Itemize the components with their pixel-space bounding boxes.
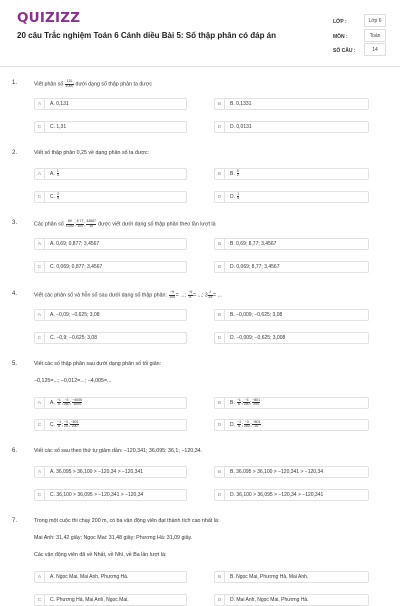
- option-d[interactable]: D D. $\frac{1}{5}$: [214, 191, 369, 203]
- class-label: LỚP :: [333, 19, 347, 25]
- option-d[interactable]: D D. 36,100 > 36,095 > −120,34 > −120,341: [214, 489, 369, 501]
- option-a[interactable]: A A. −0,09; −0,625; 3,08: [34, 309, 187, 321]
- question-text: Viết các phân số và hỗn số sau dưới dạng số thập phân: $\frac{-9}{100}$ = ...; $\frac{-5}{8}$ = ...; 3 $\frac{2}{25}$ = ...: [34, 290, 222, 299]
- option-a[interactable]: A A. 0,131: [34, 98, 187, 110]
- question-text: Viết số thập phân 0,25 về dạng phân số ta được:: [34, 150, 150, 156]
- question-number: 1.: [12, 80, 18, 86]
- option-d[interactable]: D D. $\frac{-1}{8}$ ; $\frac{-3}{250}$ ; $\frac{-801}{20}$: [214, 419, 369, 431]
- question-subtext: Các vận động viên đã về Nhất, về Nhì, về Ba lần lượt là:: [34, 552, 167, 558]
- option-c[interactable]: C C. 36,100 > 36,095 > −120,341 > −120,34: [34, 489, 187, 501]
- question-subtext: Mai Anh: 31,42 giây; Ngọc Mai: 31,48 giây; Phương Hà: 31,09 giây.: [34, 535, 193, 541]
- option-c[interactable]: C C. −0,9; −0,625; 3,08: [34, 332, 187, 344]
- question-text: Viết các số sau theo thứ tự giảm dần: −120,341; 36,095; 36,1; −120,34.: [34, 448, 203, 454]
- question-number: 4.: [12, 291, 18, 297]
- question-text: Trong một cuộc thi chạy 200 m, có ba vận động viên đạt thành tích cao nhất là:: [34, 518, 220, 524]
- question-count-label: SỐ CÂU :: [333, 48, 356, 54]
- option-c[interactable]: C C. $\frac{-1}{8}$ ; $\frac{-3}{25}$ ; $\frac{-801}{200}$: [34, 419, 187, 431]
- option-c[interactable]: C C. $\frac{2}{5}$: [34, 191, 187, 203]
- option-b[interactable]: B B. $\frac{5}{2}$: [214, 168, 369, 180]
- option-a[interactable]: A A. $\frac{1}{4}$: [34, 168, 187, 180]
- question-number: 7.: [12, 518, 18, 524]
- question-number: 5.: [12, 361, 18, 367]
- option-a[interactable]: A A. 0,69; 0,877; 3,4567: [34, 238, 187, 250]
- option-d[interactable]: D D. Mai Anh, Ngọc Mai, Phương Hà.: [214, 594, 369, 606]
- option-b[interactable]: B B. Ngọc Mai, Phương Hà, Mai Anh.: [214, 571, 369, 583]
- question-number: 6.: [12, 448, 18, 454]
- option-c[interactable]: C C. Phương Hà, Mai Anh, Ngọc Mai.: [34, 594, 187, 606]
- subject-value: Toán: [364, 29, 386, 42]
- question-text: Viết phân số $\frac{131}{1000}$ dưới dạng số thập phân ta được: [34, 79, 152, 88]
- option-a[interactable]: A A. Ngọc Mai, Mai Anh, Phương Hà.: [34, 571, 187, 583]
- option-a[interactable]: A A. $\frac{-1}{8}$ ; $\frac{-3}{250}$ ; $\frac{-4005}{1000}$: [34, 397, 187, 409]
- question-number: 3.: [12, 220, 18, 226]
- fraction: $\frac{131}{1000}$: [65, 79, 74, 88]
- option-a[interactable]: A A. 36,095 > 36,100 > −120,34 > −120,341: [34, 466, 187, 478]
- option-c[interactable]: C C. 1,31: [34, 121, 187, 133]
- subject-label: MÔN :: [333, 34, 348, 40]
- option-b[interactable]: B B. 0,1331: [214, 98, 369, 110]
- quizizz-logo: QUIZIZZ: [17, 10, 81, 26]
- option-d[interactable]: D D. −0,009; −0,625; 3,008: [214, 332, 369, 344]
- question-number: 2.: [12, 150, 18, 156]
- header-divider: [0, 66, 400, 67]
- option-b[interactable]: B B. $\frac{-1}{8}$ ; $\frac{-3}{250}$ ; $\frac{-801}{200}$: [214, 397, 369, 409]
- question-text: Viết các số thập phân sau dưới dạng phân số tối giản:: [34, 361, 162, 367]
- option-d[interactable]: D D. 0,069; 8,77; 3,4567: [214, 261, 369, 273]
- option-d[interactable]: D D. 0,0131: [214, 121, 369, 133]
- worksheet-header: [0, 0, 400, 66]
- question-subtext: −0,125=...; −0,012=...; −4,005=...: [34, 378, 112, 384]
- class-value: Lớp 6: [364, 14, 386, 27]
- option-b[interactable]: B B. 36,095 > 36,100 > −120,341 > −120,34: [214, 466, 369, 478]
- question-count-value: 14: [364, 43, 386, 56]
- option-c[interactable]: C C. 0,069; 0,877; 3,4567: [34, 261, 187, 273]
- option-b[interactable]: B B. −0,009; −0,625; 3,08: [214, 309, 369, 321]
- question-text: Các phân số $\frac{69}{1000}$ ; $\frac{8 77}{100}$ ; $\frac{34567}{10}$ được viết dưới dạng số thập phân theo lần lượt là: [34, 219, 216, 228]
- worksheet-title: 20 câu Trắc nghiệm Toán 6 Cánh diều Bài 5: Số thập phân có đáp án: [17, 31, 277, 40]
- option-b[interactable]: B B. 0,69; 8,77; 3,4567: [214, 238, 369, 250]
